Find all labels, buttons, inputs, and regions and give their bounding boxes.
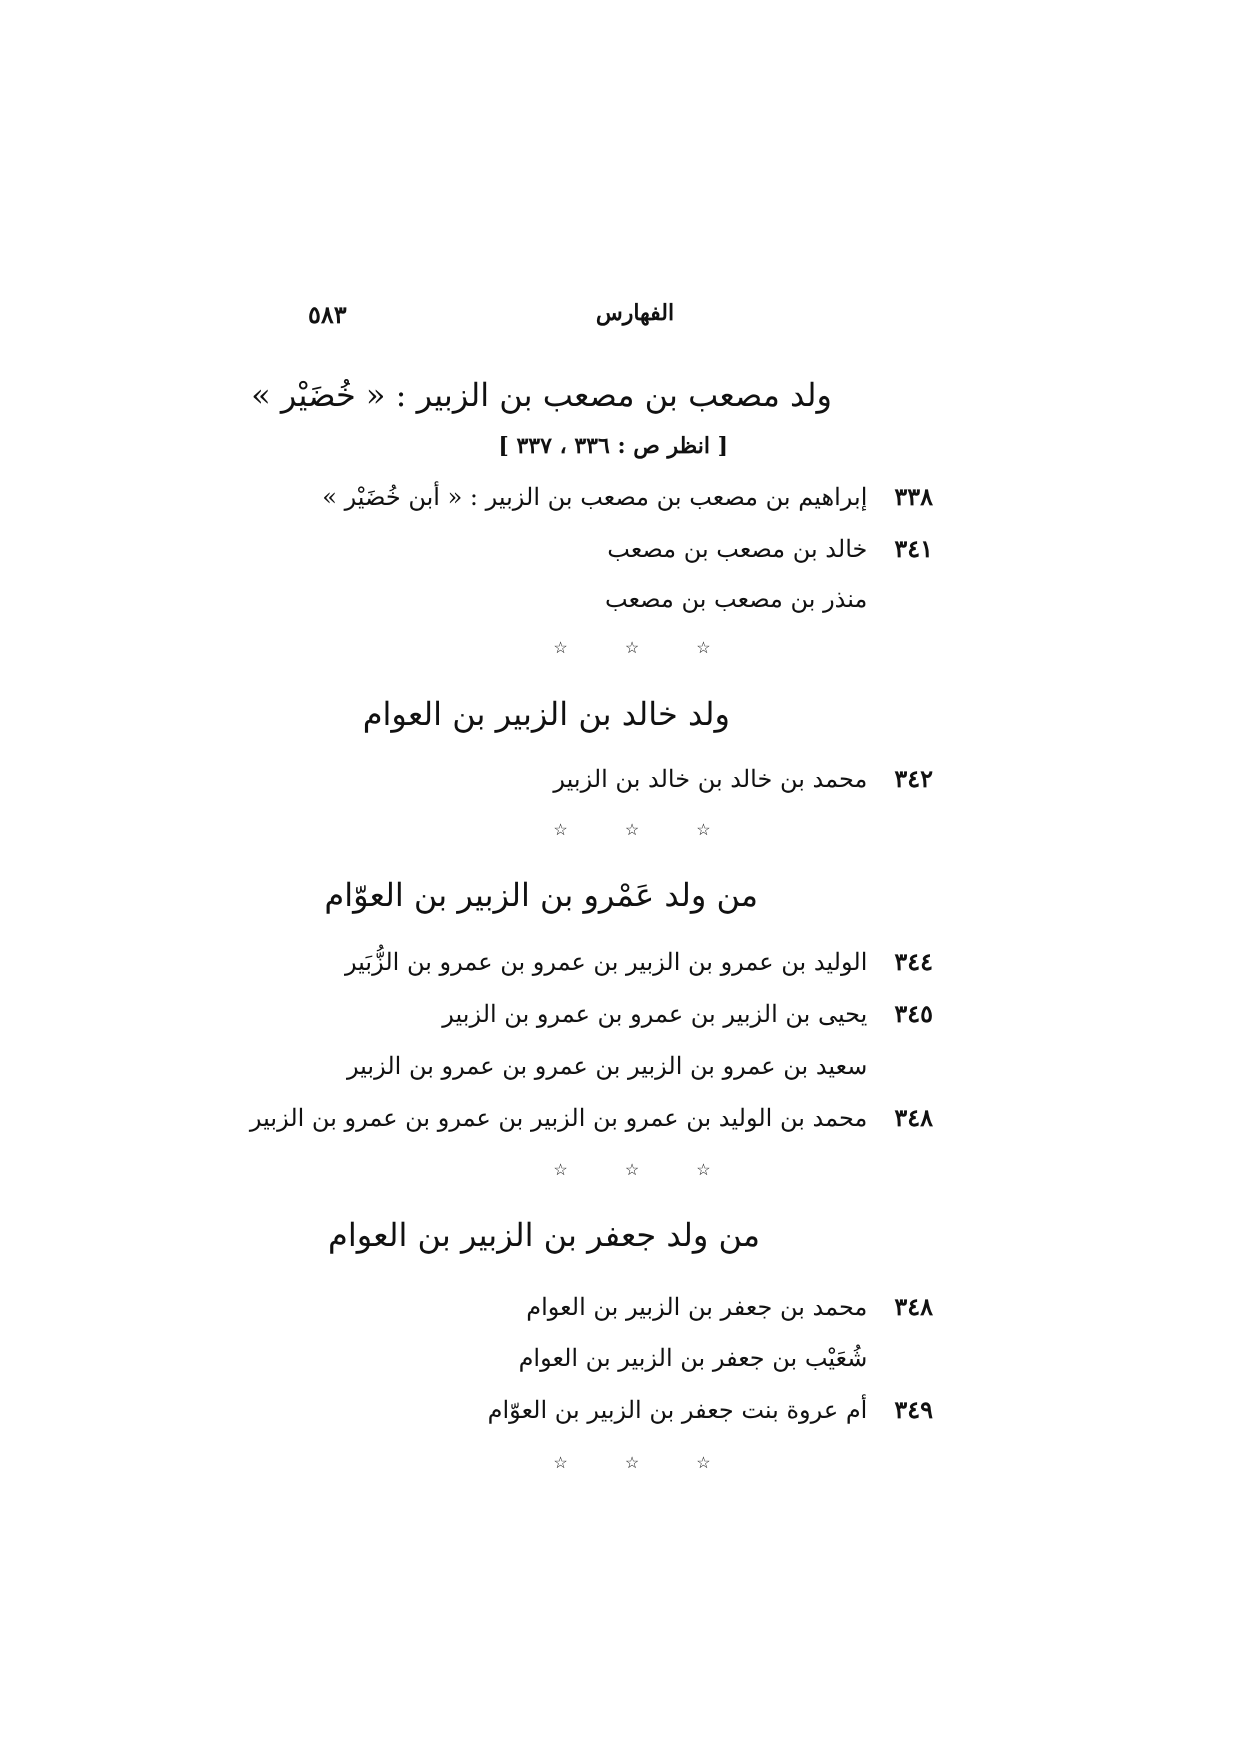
entry-name: إبراهيم بن مصعب بن مصعب بن الزبير : « أبن خُضَيْر » — [322, 483, 868, 511]
star-separator: ☆ ☆ ☆ — [553, 1453, 737, 1472]
entry-name: محمد بن خالد بن خالد بن الزبير — [553, 765, 868, 793]
entry-page-number: ٣٤٥ — [894, 999, 933, 1028]
entry-page-number: ٣٤١ — [894, 534, 933, 563]
entry-name: شُعَيْب بن جعفر بن الزبير بن العوام — [518, 1344, 868, 1372]
entry-page-number: ٣٤٨ — [894, 1292, 933, 1321]
section-heading: من ولد جعفر بن الزبير بن العوام — [328, 1216, 760, 1254]
index-entry — [322, 482, 933, 511]
entry-page-number: ٣٣٨ — [894, 482, 933, 511]
running-head: الفهارس — [595, 300, 675, 326]
index-entry — [345, 947, 933, 976]
star-separator: ☆ ☆ ☆ — [553, 820, 737, 839]
entry-name: منذر بن مصعب بن مصعب — [605, 585, 868, 613]
index-entry — [250, 1103, 933, 1132]
index-entry — [526, 1292, 933, 1321]
entry-name: محمد بن جعفر بن الزبير بن العوام — [526, 1293, 868, 1321]
index-entry — [442, 999, 933, 1028]
star-separator: ☆ ☆ ☆ — [553, 1160, 737, 1179]
index-entry — [519, 1344, 933, 1372]
entry-page-number: ٣٤٤ — [894, 947, 933, 976]
index-entry — [488, 1395, 933, 1424]
index-entry — [347, 1052, 933, 1080]
entry-name: محمد بن الوليد بن عمرو بن الزبير بن عمرو بن عمرو بن الزبير — [249, 1104, 868, 1132]
index-entry — [553, 764, 933, 793]
cross-reference-note: [ انظر ص : ٣٣٦ ، ٣٣٧ ] — [498, 433, 728, 459]
index-entry — [605, 585, 933, 613]
entry-page-number: ٣٤٢ — [894, 764, 933, 793]
entry-page-number: ٣٤٩ — [894, 1395, 933, 1424]
entry-name: الوليد بن عمرو بن الزبير بن عمرو بن عمرو بن الزُّبَير — [344, 948, 868, 976]
section-heading: ولد مصعب بن مصعب بن الزبير : « خُضَيْر » — [251, 376, 832, 414]
entry-name: سعيد بن عمرو بن الزبير بن عمرو بن عمرو بن الزبير — [346, 1052, 868, 1080]
page-number: ٥٨٣ — [308, 300, 347, 329]
entry-page-number: ٣٤٨ — [894, 1103, 933, 1132]
entry-name: أم عروة بنت جعفر بن الزبير بن العوّام — [487, 1396, 868, 1424]
star-separator: ☆ ☆ ☆ — [553, 638, 737, 657]
section-heading: من ولد عَمْرو بن الزبير بن العوّام — [324, 876, 758, 914]
index-entry — [607, 534, 933, 563]
section-heading: ولد خالد بن الزبير بن العوام — [362, 695, 730, 733]
entry-name: خالد بن مصعب بن مصعب — [607, 535, 868, 563]
entry-name: يحيى بن الزبير بن عمرو بن عمرو بن الزبير — [442, 1000, 868, 1028]
